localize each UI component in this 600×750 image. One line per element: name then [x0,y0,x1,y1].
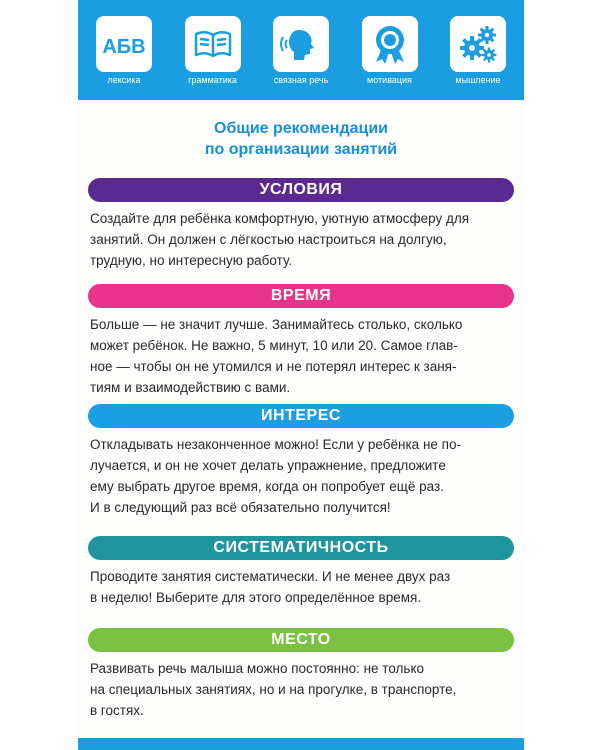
category-label: мышление [455,75,501,85]
top-banner [78,0,524,100]
page-card [78,0,524,750]
category-coherent-speech [265,16,337,85]
abv-letters-text: АБВ [102,36,146,58]
bottom-banner [78,738,524,750]
category-label: связная речь [273,75,329,85]
text-line: в неделю! Выберите для этого определённое время. [90,590,422,605]
text-line: ему выбрать другое время, когда он попробует ещё раз. [90,479,444,494]
category-icons-row [88,16,514,85]
text-line: Откладывать незаконченное можно! Если у ребёнка не по- [90,437,461,452]
section-text [88,566,514,608]
section-text [88,208,514,271]
category-grammar [177,16,249,85]
section-text [88,658,514,721]
section-systematic [88,536,514,608]
section-place [88,628,514,721]
section-heading: УСЛОВИЯ [88,178,514,202]
abv-letters-icon [96,16,152,72]
text-line: Проводите занятия систематически. И не менее двух раз [90,569,451,584]
medal-icon [362,16,418,72]
category-label: грамматика [188,75,237,85]
gears-icon [450,16,506,72]
section-time [88,284,514,398]
category-thinking [442,16,514,85]
section-text [88,314,514,398]
category-motivation [354,16,426,85]
text-line: лучается, и он не хочет делать упражнение, предложите [90,458,446,473]
text-line: занятий. Он должен с лёгкостью настроиться на долгую, [90,232,447,247]
section-heading: МЕСТО [88,628,514,652]
section-interest [88,404,514,518]
text-line: ное — чтобы он не утомился и не потерял интерес к заня- [90,359,457,374]
section-heading: ВРЕМЯ [88,284,514,308]
text-line: Развивать речь малыша можно постоянно: не только [90,661,425,676]
section-text [88,434,514,518]
title-line-1: Общие рекомендации [214,120,388,137]
open-book-icon [185,16,241,72]
text-line: на специальных занятиях, но и на прогулке, в транспорте, [90,682,457,697]
category-vocabulary [88,16,160,85]
category-label: лексика [107,75,141,85]
text-line: в гостях. [90,703,144,718]
speaking-head-icon [273,16,329,72]
text-line: трудную, но интересную работу. [90,253,293,268]
title-line-2: по организации занятий [204,141,398,158]
category-label: мотивация [367,75,412,85]
section-conditions [88,178,514,271]
section-heading: СИСТЕМАТИЧНОСТЬ [88,536,514,560]
text-line: И в следующий раз всё обязательно получится! [90,500,391,515]
text-line: тиям и взаимодействию с вами. [90,380,291,395]
text-line: Создайте для ребёнка комфортную, уютную атмосферу для [90,211,470,226]
text-line: может ребёнок. Не важно, 5 минут, 10 или 20. Самое глав- [90,338,458,353]
section-heading: ИНТЕРЕС [88,404,514,428]
text-line: Больше — не значит лучше. Занимайтесь столько, сколько [90,317,463,332]
page-title [78,118,524,160]
